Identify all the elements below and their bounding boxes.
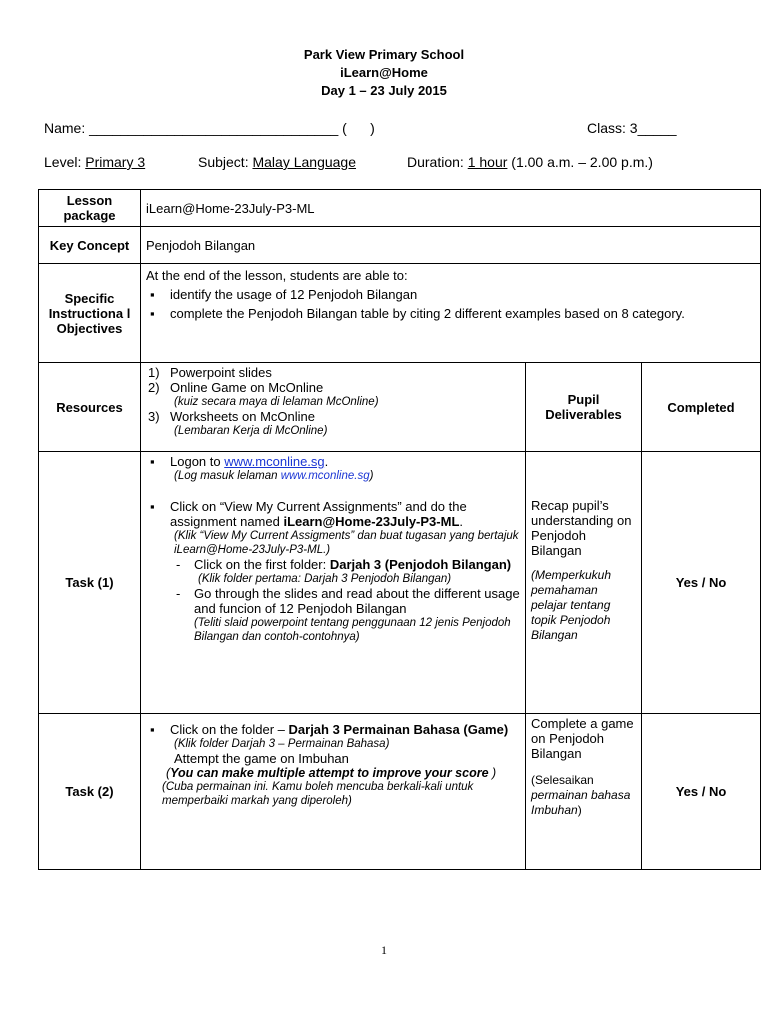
assignment-name: iLearn@Home-23July-P3-ML xyxy=(283,514,460,529)
mconline-link[interactable]: www.mconline.sg xyxy=(224,454,325,469)
name-label: Name: xyxy=(44,120,86,136)
duration-label: Duration: xyxy=(407,154,464,170)
deliverables-header: Pupil Deliverables xyxy=(526,363,642,452)
lesson-date: Day 1 – 23 July 2015 xyxy=(321,83,447,98)
resources-label: Resources xyxy=(39,363,141,452)
resource-item: 1) Powerpoint slides xyxy=(148,365,272,380)
name-line xyxy=(44,119,375,137)
objectives-content xyxy=(141,264,761,363)
objective-item: ▪ complete the Penjodoh Bilangan table by citing 2 different examples based on 8 category. xyxy=(146,304,755,323)
task-1-click: ▪ Click on “View My Current Assignments” and do the assignment named iLearn@Home-23July-P3-ML. xyxy=(146,499,520,529)
task-1-steps xyxy=(141,452,526,714)
objectives-intro: At the end of the lesson, students are able to: xyxy=(146,268,408,283)
level-label: Level: xyxy=(44,154,82,170)
lesson-table xyxy=(38,189,761,870)
class-value: 3_____ xyxy=(629,120,677,136)
level-value: Primary 3 xyxy=(85,154,146,170)
objectives-label: Specific Instructiona l Objectives xyxy=(39,264,141,363)
subject-label: Subject: xyxy=(198,154,249,170)
key-concept-label: Key Concept xyxy=(39,227,141,264)
task-1-label: Task (1) xyxy=(39,452,141,714)
resource-note: (kuiz secara maya di lelaman McOnline) xyxy=(174,396,379,408)
class-label: Class: xyxy=(587,120,626,136)
task-2-tip: (You can make multiple attempt to improve your score ) xyxy=(166,766,497,780)
task-1-deliverable: Recap pupil’s understanding on Penjodoh Bilangan (Memperkukuh pemahaman pelajar tentang topik Penjodoh Bilangan xyxy=(526,452,642,714)
row-task-1 xyxy=(39,452,761,714)
task-1-sub-2-note: (Teliti slaid powerpoint tentang penggunaan 12 jenis Penjodoh Bilangan dan contoh-contohnya) xyxy=(194,617,511,643)
task-2-click-note: (Klik folder Darjah 3 – Permainan Bahasa) xyxy=(174,738,390,750)
school-name: Park View Primary School xyxy=(303,47,465,62)
key-concept-value: Penjodoh Bilangan xyxy=(141,227,761,264)
name-blank: ________________________________ ( ) xyxy=(89,120,375,136)
duration-line xyxy=(407,153,653,171)
task-1-logon: ▪ Logon to www.mconline.sg. xyxy=(146,454,520,469)
level-line xyxy=(44,153,145,171)
task-2-completed: Yes / No xyxy=(642,714,761,870)
resource-item: 3) Worksheets on McOnline xyxy=(148,409,315,424)
lesson-package-value: iLearn@Home-23July-P3-ML xyxy=(141,190,761,227)
task-1-sub-2: - Go through the slides and read about the different usage and funcion of 12 Penjodoh Bilangan xyxy=(146,586,520,616)
task-1-sub-1-note: (Klik folder pertama: Darjah 3 Penjodoh Bilangan) xyxy=(198,573,452,585)
mconline-link-note[interactable]: www.mconline.sg xyxy=(280,470,370,482)
task-2-label: Task (2) xyxy=(39,714,141,870)
duration-time: (1.00 a.m. – 2.00 p.m.) xyxy=(511,154,653,170)
row-task-2 xyxy=(39,714,761,870)
task-2-tip-note: (Cuba permainan ini. Kamu boleh mencuba berkali-kali untuk memperbaiki markah yang diperoleh) xyxy=(162,781,474,807)
row-key-concept xyxy=(39,227,761,264)
task-1-logon-note: (Log masuk lelaman www.mconline.sg) xyxy=(174,470,374,482)
duration-value: 1 hour xyxy=(467,154,508,170)
task-2-deliverable: Complete a game on Penjodoh Bilangan (Selesaikan permainan bahasa Imbuhan) xyxy=(526,714,642,870)
lesson-package-label: Lesson package xyxy=(39,190,141,227)
row-objectives xyxy=(39,264,761,363)
task-1-sub-1: - Click on the first folder: Darjah 3 (Penjodoh Bilangan) xyxy=(146,557,520,572)
program-name: iLearn@Home xyxy=(340,65,428,80)
task-1-click-note: (Klik “View My Current Assigments” dan buat tugasan yang bertajuk iLearn@Home-23July-P3-ML.) xyxy=(174,530,519,556)
resources-content xyxy=(141,363,526,452)
row-resources xyxy=(39,363,761,452)
task-2-attempt: Attempt the game on Imbuhan xyxy=(174,751,349,766)
resource-item: 2) Online Game on McOnline xyxy=(148,380,324,395)
row-lesson-package xyxy=(39,190,761,227)
task-2-click: ▪ Click on the folder – Darjah 3 Permainan Bahasa (Game) xyxy=(146,722,520,737)
completed-header: Completed xyxy=(642,363,761,452)
subject-line xyxy=(198,153,356,171)
resource-note: (Lembaran Kerja di McOnline) xyxy=(174,425,328,437)
document-header xyxy=(0,46,768,100)
task-2-steps xyxy=(141,714,526,870)
task-1-completed: Yes / No xyxy=(642,452,761,714)
class-line xyxy=(587,119,677,137)
subject-value: Malay Language xyxy=(252,154,357,170)
objective-item: ▪ identify the usage of 12 Penjodoh Bilangan xyxy=(146,285,755,304)
page-number: 1 xyxy=(381,943,387,957)
